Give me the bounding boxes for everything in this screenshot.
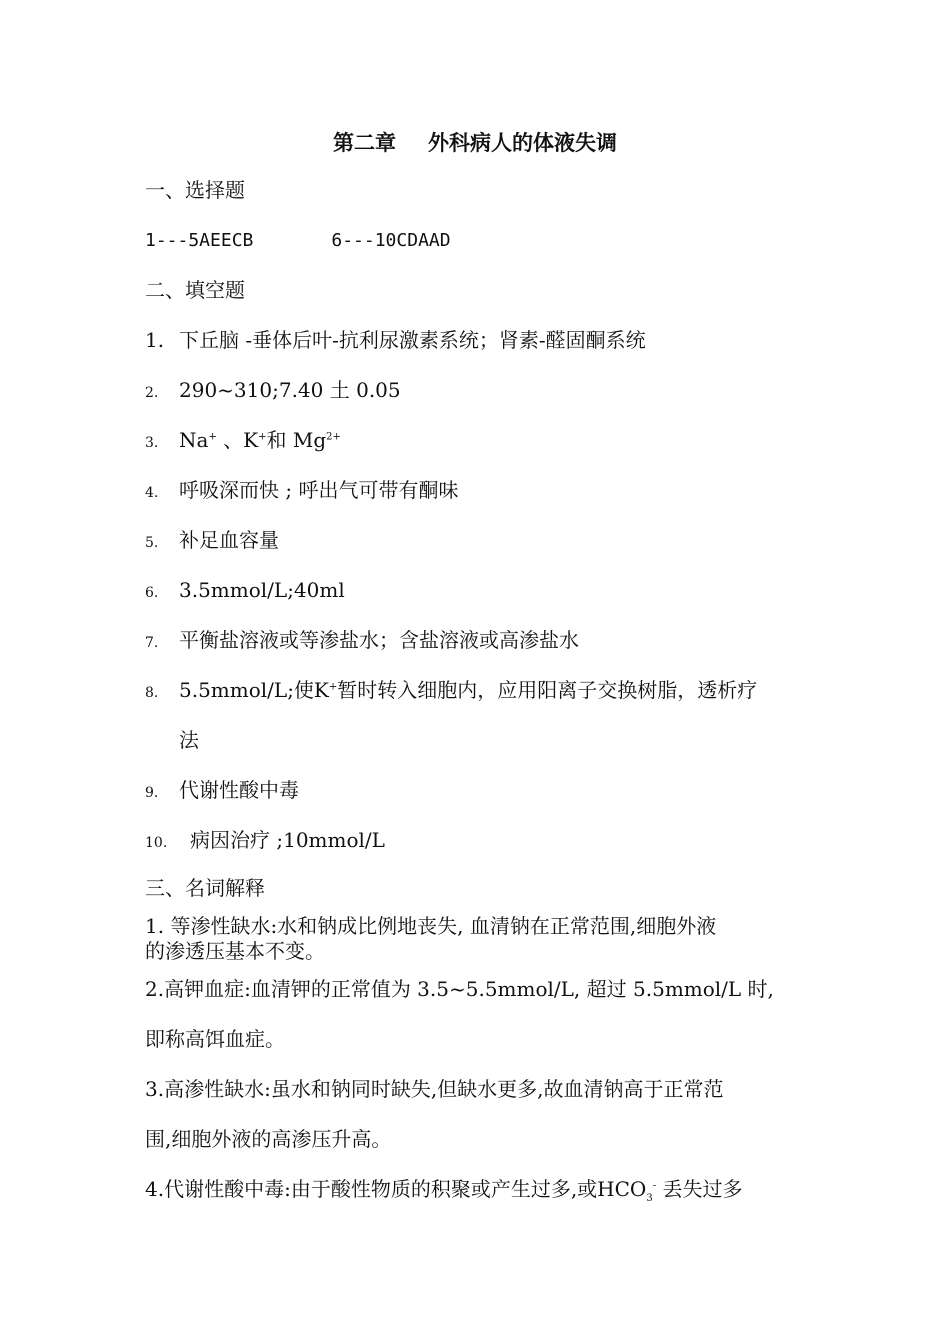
ion-k-charge: + [258, 431, 267, 443]
answers-6-10: 6---10CDAAD [331, 230, 451, 251]
chapter-name: 外科病人的体液失调 [428, 130, 617, 155]
item-number: 8. [145, 685, 159, 701]
separator: 和 Mg [266, 428, 327, 452]
item-number: 5. [145, 535, 159, 551]
ion-na: Na [179, 428, 209, 452]
fill-item-2 [145, 377, 401, 406]
fill-item-1 [145, 327, 646, 353]
term-4-post: 丢失过多 [656, 1177, 743, 1201]
item-text-post: 暂时转入细胞内，应用阳离子交换树脂，透析疗 [337, 678, 758, 702]
item-text: 3.5mmol/L;40ml [179, 578, 345, 602]
fill-item-8-continued: 法 [179, 728, 199, 752]
ion-na-charge: + [208, 431, 217, 443]
item-text: 补足血容量 [179, 528, 279, 552]
item-number: 6. [145, 585, 159, 601]
term-1-line-1: 1. 等渗性缺水:水和钠成比例地丧失, 血清钠在正常范围,细胞外液 [145, 914, 717, 938]
chapter-number: 第二章 [333, 130, 396, 155]
term-4-pre: 4.代谢性酸中毒:由于酸性物质的积聚或产生过多,或HCO [145, 1177, 647, 1201]
item-text-pre: 5.5mmol/L;使K [179, 678, 329, 702]
fill-item-5 [145, 527, 279, 556]
term-2-line-1: 2.高钾血症:血清钾的正常值为 3.5~5.5mmol/L, 超过 5.5mmol/L 时, [145, 977, 774, 1001]
term-4-line-1 [145, 1176, 742, 1202]
separator: 、K [216, 428, 259, 452]
fill-item-4 [145, 477, 458, 506]
fill-item-8 [145, 677, 757, 706]
item-number: 1. [145, 328, 165, 352]
item-number: 4. [145, 485, 159, 501]
term-2-line-2: 即称高饵血症。 [145, 1027, 285, 1051]
term-3-line-1: 3.高渗性缺水:虽水和钠同时缺失,但缺水更多,故血清钠高于正常范 [145, 1077, 724, 1101]
item-text: 290~310;7.40 土 0.05 [179, 378, 401, 402]
ion-k-charge: + [328, 681, 338, 693]
section3-heading: 三、名词解释 [145, 876, 265, 900]
chapter-title [0, 127, 950, 157]
answer-key [145, 228, 451, 254]
hco3-charge: - [652, 1180, 657, 1192]
fill-item-3 [145, 427, 341, 456]
fill-item-9 [145, 777, 299, 806]
item-text: 呼吸深而快 ; 呼出气可带有酮味 [179, 478, 459, 502]
item-text: 病因治疗 ;10mmol/L [190, 828, 385, 852]
item-number: 10. [145, 835, 168, 851]
term-3-line-2: 围,细胞外液的高渗压升高。 [145, 1127, 392, 1151]
item-text: 代谢性酸中毒 [179, 778, 299, 802]
answers-1-5: 1---5AEECB [145, 230, 254, 251]
fill-item-7 [145, 627, 579, 656]
section2-heading: 二、填空题 [145, 278, 245, 302]
item-number: 7. [145, 635, 159, 651]
hco3-subscript: 3 [646, 1193, 653, 1204]
term-1-line-2: 的渗透压基本不变。 [145, 939, 325, 963]
item-number: 2. [145, 385, 159, 401]
fill-item-10 [145, 827, 385, 856]
item-number: 3. [145, 435, 159, 451]
section1-heading: 一、选择题 [145, 178, 245, 202]
item-number: 9. [145, 785, 159, 801]
item-text: 平衡盐溶液或等渗盐水；含盐溶液或高渗盐水 [179, 628, 579, 652]
item-text: 下丘脑 -垂体后叶-抗利尿激素系统；肾素-醛固酮系统 [179, 328, 646, 352]
ion-mg-charge: 2+ [326, 431, 341, 443]
fill-item-6 [145, 577, 345, 606]
